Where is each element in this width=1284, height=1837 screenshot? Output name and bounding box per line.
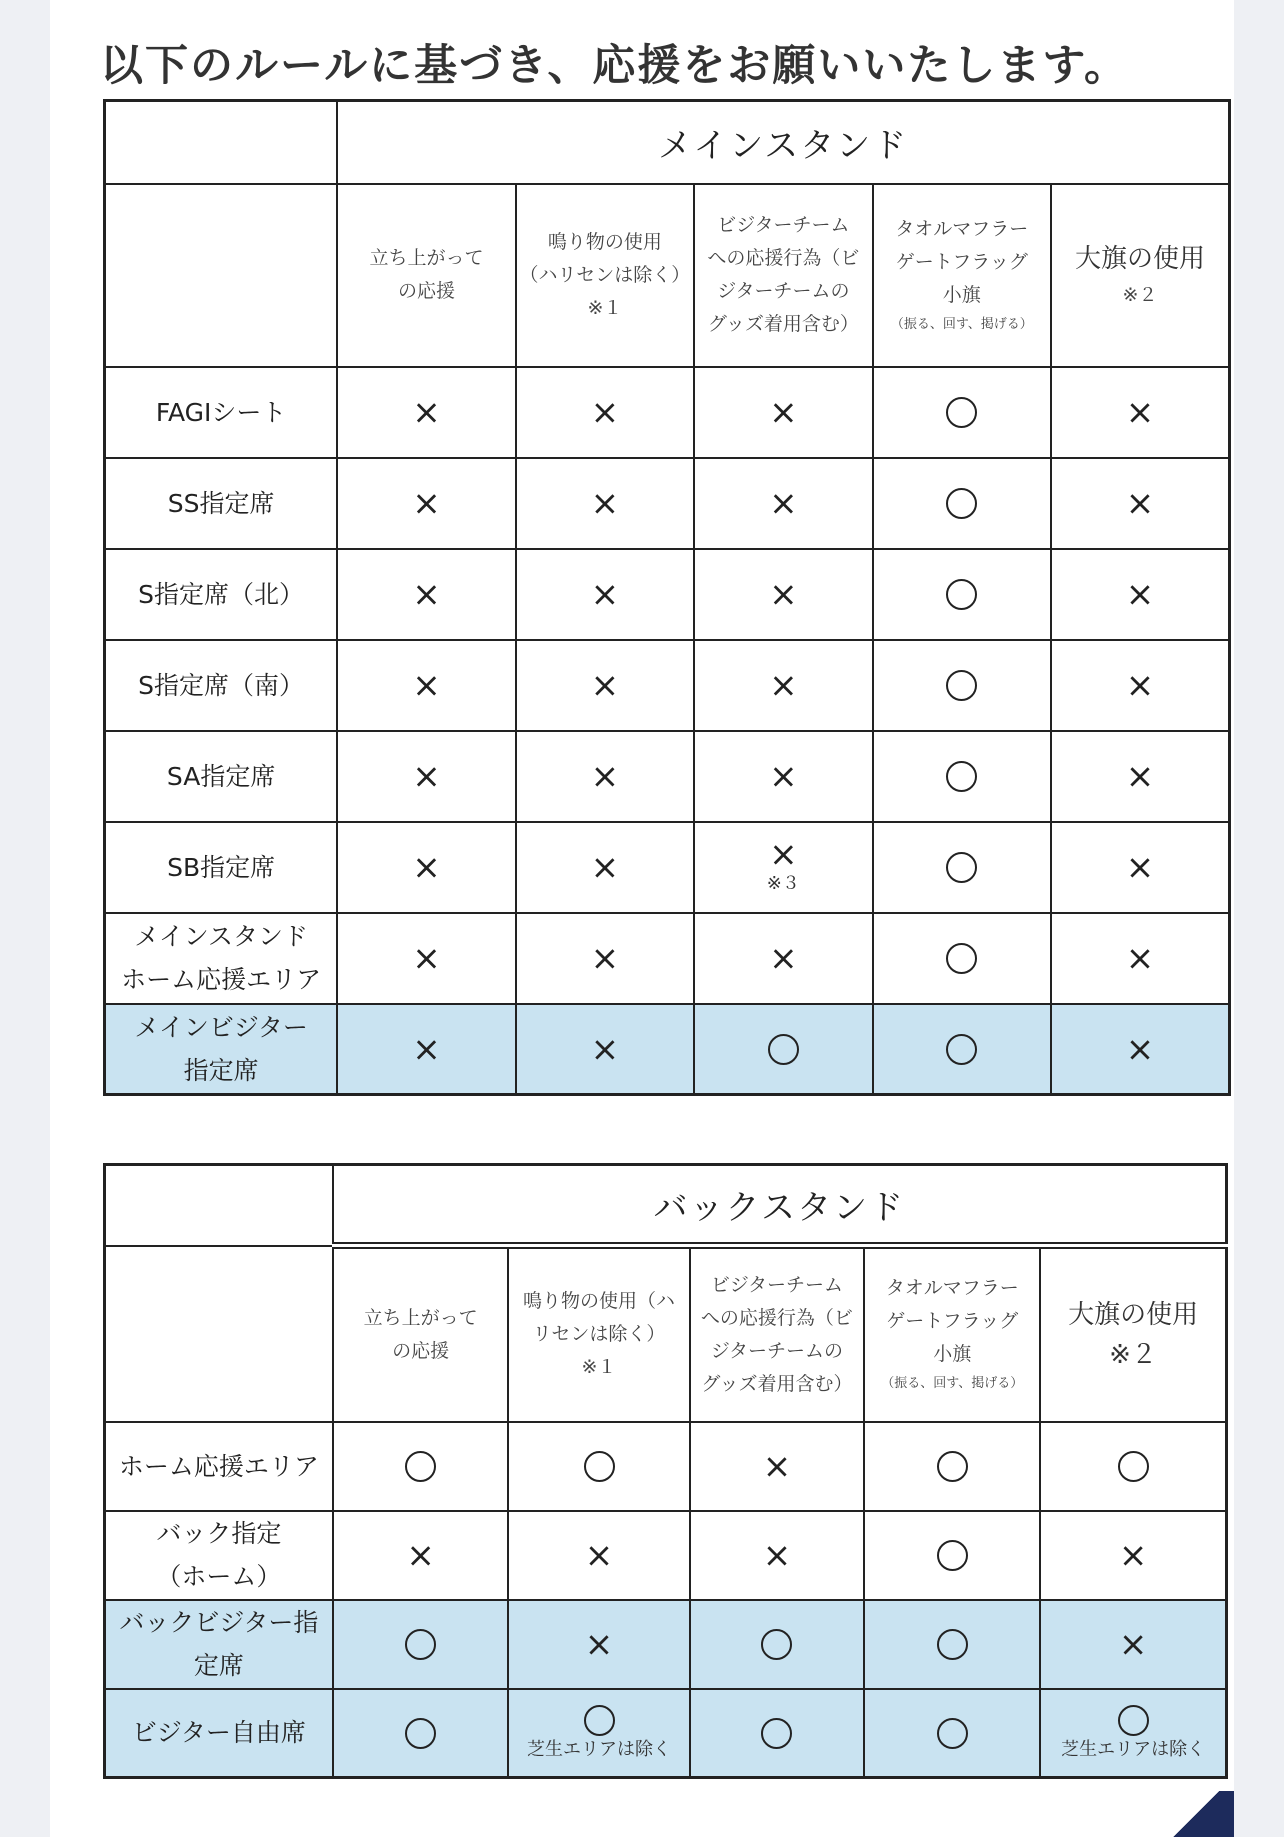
allowed-circle-icon (761, 1718, 792, 1749)
allowed-circle-icon (761, 1629, 792, 1660)
mark-cell (516, 731, 694, 822)
column-header-line: の応援 (397, 280, 455, 302)
mark-cell (864, 1511, 1040, 1600)
mark-cell (337, 458, 515, 549)
not-allowed-cross-icon: × (1125, 1029, 1155, 1069)
mark-cell (508, 1422, 689, 1511)
mark-cell (1051, 367, 1229, 458)
allowed-circle-icon (405, 1629, 436, 1660)
allowed-circle-icon (946, 761, 977, 792)
row-label (105, 640, 338, 731)
column-header-note: ※２ (1109, 1339, 1157, 1370)
mark-cell (337, 1004, 515, 1095)
table-row (105, 458, 1230, 549)
mark-cell (690, 1511, 865, 1600)
column-header-line: ビジターチーム (710, 1273, 844, 1296)
row-label (105, 822, 338, 913)
mark-cell (873, 367, 1051, 458)
mark-cell (333, 1422, 509, 1511)
mark-cell (873, 549, 1051, 640)
mark-cell (333, 1511, 509, 1600)
allowed-circle-icon (937, 1718, 968, 1749)
mark-cell (1051, 640, 1229, 731)
not-allowed-cross-icon: × (590, 574, 620, 615)
mark-cell (516, 1004, 694, 1095)
mark-cell (1040, 1689, 1226, 1778)
mark-cell (690, 1600, 865, 1689)
cell-note: 芝生エリアは除く (527, 1738, 672, 1760)
mark-cell (516, 640, 694, 731)
column-header (508, 1246, 689, 1422)
page-corner-tab[interactable] (1158, 1791, 1234, 1837)
not-allowed-cross-icon: × (412, 938, 441, 979)
not-allowed-cross-icon: × (590, 938, 620, 979)
column-header-line: ※１ (587, 296, 623, 319)
mark-cell (1051, 822, 1229, 913)
column-header-title: 大旗の使用 (1075, 243, 1206, 274)
page-title: 以下のルールに基づき、応援をお願いいたします。 (100, 41, 1129, 91)
allowed-circle-icon (946, 1034, 977, 1065)
mark-cell (1051, 549, 1229, 640)
allowed-circle-icon (946, 943, 977, 974)
row-label-line: SA指定席 (166, 761, 276, 791)
mark-cell (508, 1600, 689, 1689)
stand-title-row (105, 1165, 1227, 1246)
table-row (105, 549, 1230, 640)
column-header-line: （ハリセンは除く） (519, 263, 691, 286)
stand-title-row (105, 101, 1230, 184)
column-header-line: ゲートフラッグ (886, 1310, 1019, 1333)
column-header-line: ※１ (581, 1356, 617, 1379)
not-allowed-cross-icon: × (1125, 483, 1155, 524)
allowed-circle-icon (946, 852, 977, 883)
mark-cell (1040, 1422, 1226, 1511)
column-header-line: ※２ (1122, 283, 1158, 306)
mark-cell (333, 1689, 509, 1778)
allowed-circle-icon (946, 670, 977, 701)
mark-cell (337, 822, 515, 913)
table-row (105, 1004, 1230, 1095)
mark-cell (508, 1511, 689, 1600)
not-allowed-cross-icon: × (590, 847, 620, 888)
not-allowed-cross-icon: × (769, 938, 798, 979)
mark-cell (864, 1600, 1040, 1689)
row-label-line: ホーム応援エリア (118, 1451, 319, 1481)
mark-cell (337, 549, 515, 640)
mark-cell (516, 822, 694, 913)
mark-cell (1051, 913, 1229, 1004)
column-header-row (105, 184, 1230, 367)
column-header (864, 1246, 1040, 1422)
mark-cell (508, 1689, 689, 1778)
row-label-line: SB指定席 (167, 852, 276, 882)
not-allowed-cross-icon: × (1125, 392, 1155, 433)
mark-cell (337, 640, 515, 731)
row-label-line: S指定席（北） (138, 579, 305, 609)
page (50, 0, 1234, 1837)
column-header (337, 184, 515, 367)
allowed-circle-icon (405, 1451, 436, 1482)
mark-cell (1040, 1600, 1226, 1689)
row-label-line: メインビジター (134, 1012, 308, 1042)
not-allowed-cross-icon: × (590, 483, 620, 524)
allowed-circle-icon (1118, 1705, 1149, 1736)
allowed-circle-icon (405, 1718, 436, 1749)
not-allowed-cross-icon: × (769, 756, 798, 797)
row-label (105, 549, 338, 640)
cell-note: 芝生エリアは除く (1061, 1738, 1206, 1760)
not-allowed-cross-icon: × (412, 847, 441, 888)
row-label (105, 913, 338, 1004)
not-allowed-cross-icon: × (1125, 665, 1155, 706)
row-label-line: （ホーム） (156, 1562, 282, 1591)
mark-cell (873, 731, 1051, 822)
cell-note: ※３ (766, 873, 800, 895)
column-header-line: ビジターチーム (717, 214, 850, 236)
row-label (105, 1600, 333, 1689)
row-label (105, 1004, 338, 1095)
row-label-line: メインスタンド (134, 922, 308, 951)
allowed-circle-icon (768, 1034, 799, 1065)
mark-cell (337, 731, 515, 822)
mark-cell (333, 1600, 509, 1689)
row-label-line: 定席 (193, 1651, 244, 1680)
table-row (105, 913, 1230, 1004)
mark-cell (873, 1004, 1051, 1095)
mark-cell (694, 640, 872, 731)
allowed-circle-icon (946, 488, 977, 519)
column-header-line: 鳴り物の使用 (547, 230, 662, 253)
not-allowed-cross-icon: × (590, 756, 620, 797)
mark-cell (1040, 1511, 1226, 1600)
row-label-line: 指定席 (183, 1055, 259, 1085)
mark-cell (337, 367, 515, 458)
stand-title: メインスタンド (337, 101, 1229, 184)
allowed-circle-icon (937, 1629, 968, 1660)
column-header-line: 立ち上がって (369, 247, 484, 269)
mark-cell (864, 1689, 1040, 1778)
row-label (105, 1422, 333, 1511)
corner-cell (105, 101, 338, 184)
table-row (105, 1600, 1227, 1689)
allowed-circle-icon (584, 1705, 615, 1736)
column-header (690, 1246, 865, 1422)
mark-cell (694, 549, 872, 640)
not-allowed-cross-icon: × (1118, 1535, 1148, 1576)
column-header-line: グッズ着用含む） (701, 1372, 853, 1395)
column-header (694, 184, 872, 367)
mark-cell (337, 913, 515, 1004)
table-row (105, 731, 1230, 822)
column-header-line: ジターチームの (717, 280, 850, 302)
column-header-line: リセンは除く） (532, 1323, 666, 1346)
mark-cell (873, 640, 1051, 731)
not-allowed-cross-icon: × (769, 665, 798, 706)
mark-cell (694, 822, 872, 913)
mark-cell (690, 1689, 865, 1778)
not-allowed-cross-icon: × (762, 1446, 792, 1487)
mark-cell (694, 731, 872, 822)
mark-cell (694, 1004, 872, 1095)
not-allowed-cross-icon: × (1125, 756, 1155, 797)
column-header-line: グッズ着用含む） (707, 313, 859, 335)
not-allowed-cross-icon: × (590, 665, 620, 706)
back-stand-table (103, 1163, 1228, 1779)
row-label-line: バックビジター指 (119, 1608, 319, 1637)
column-header-line: への応援行為（ビ (707, 247, 860, 269)
column-header-line: 立ち上がって (363, 1306, 478, 1329)
not-allowed-cross-icon: × (406, 1535, 435, 1576)
allowed-circle-icon (584, 1451, 615, 1482)
not-allowed-cross-icon: × (762, 1535, 792, 1576)
column-header-small: （振る、回す、掲げる） (890, 316, 1033, 332)
table-row (105, 367, 1230, 458)
mark-cell (1051, 1004, 1229, 1095)
row-label (105, 1689, 333, 1778)
mark-cell (694, 913, 872, 1004)
mark-cell (690, 1422, 865, 1511)
not-allowed-cross-icon: × (584, 1624, 614, 1665)
allowed-circle-icon (937, 1540, 968, 1571)
mark-cell (516, 913, 694, 1004)
mark-cell (694, 367, 872, 458)
row-label-line: バック指定 (156, 1519, 282, 1548)
allowed-circle-icon (937, 1451, 968, 1482)
column-header-row (105, 1246, 1227, 1422)
header-corner-cell (105, 1246, 333, 1422)
row-label-line: ホーム応援エリア (121, 965, 322, 994)
not-allowed-cross-icon: × (584, 1535, 614, 1576)
row-label (105, 367, 338, 458)
mark-cell (516, 458, 694, 549)
stand-title: バックスタンド (333, 1165, 1227, 1246)
column-header (333, 1246, 509, 1422)
row-label-line: S指定席（南） (138, 670, 305, 700)
not-allowed-cross-icon: × (412, 1029, 441, 1069)
corner-cell (105, 1165, 333, 1246)
not-allowed-cross-icon: × (769, 574, 798, 615)
table-row (105, 1511, 1227, 1600)
column-header (1040, 1246, 1226, 1422)
not-allowed-cross-icon: × (412, 665, 441, 706)
not-allowed-cross-icon: × (412, 483, 441, 524)
row-label (105, 1511, 333, 1600)
not-allowed-cross-icon: × (412, 574, 441, 615)
header-corner-cell (105, 184, 338, 367)
column-header-small: （振る、回す、掲げる） (881, 1376, 1024, 1392)
not-allowed-cross-icon: × (1125, 847, 1155, 888)
main-stand-table (103, 99, 1231, 1096)
row-label (105, 458, 338, 549)
mark-cell (873, 458, 1051, 549)
row-label-line: ビジター自由席 (131, 1718, 306, 1748)
not-allowed-cross-icon: × (590, 1029, 620, 1069)
column-header-line: への応援行為（ビ (700, 1306, 853, 1329)
mark-cell (873, 822, 1051, 913)
mark-cell (516, 549, 694, 640)
table-row (105, 1689, 1227, 1778)
table-row (105, 1422, 1227, 1511)
mark-cell (516, 367, 694, 458)
column-header-line: 小旗 (942, 283, 981, 306)
not-allowed-cross-icon: × (1118, 1624, 1148, 1665)
mark-cell (873, 913, 1051, 1004)
row-label-line: SS指定席 (167, 488, 275, 518)
not-allowed-cross-icon: × (769, 483, 798, 524)
row-label (105, 731, 338, 822)
column-header-line: タオルマフラー (895, 217, 1029, 240)
column-header-title: 大旗の使用 (1068, 1299, 1199, 1330)
not-allowed-cross-icon: × (590, 392, 620, 433)
not-allowed-cross-icon: × (769, 834, 798, 875)
allowed-circle-icon (946, 579, 977, 610)
column-header (516, 184, 694, 367)
allowed-circle-icon (946, 397, 977, 428)
column-header-line: 鳴り物の使用（ハ (523, 1290, 676, 1313)
column-header-line: タオルマフラー (885, 1277, 1019, 1300)
column-header (873, 184, 1051, 367)
column-header-line: の応援 (392, 1339, 450, 1362)
not-allowed-cross-icon: × (1125, 938, 1155, 979)
mark-cell (1051, 458, 1229, 549)
not-allowed-cross-icon: × (1125, 574, 1155, 615)
column-header (1051, 184, 1229, 367)
table-row (105, 640, 1230, 731)
row-label-line: FAGIシート (155, 397, 287, 427)
allowed-circle-icon (1118, 1451, 1149, 1482)
not-allowed-cross-icon: × (412, 756, 441, 797)
column-header-line: ジターチームの (710, 1339, 844, 1362)
mark-cell (694, 458, 872, 549)
table-row (105, 822, 1230, 913)
not-allowed-cross-icon: × (769, 392, 798, 433)
mark-cell (1051, 731, 1229, 822)
column-header-line: ゲートフラッグ (895, 250, 1028, 273)
not-allowed-cross-icon: × (412, 392, 441, 433)
mark-cell (864, 1422, 1040, 1511)
column-header-line: 小旗 (933, 1343, 972, 1366)
